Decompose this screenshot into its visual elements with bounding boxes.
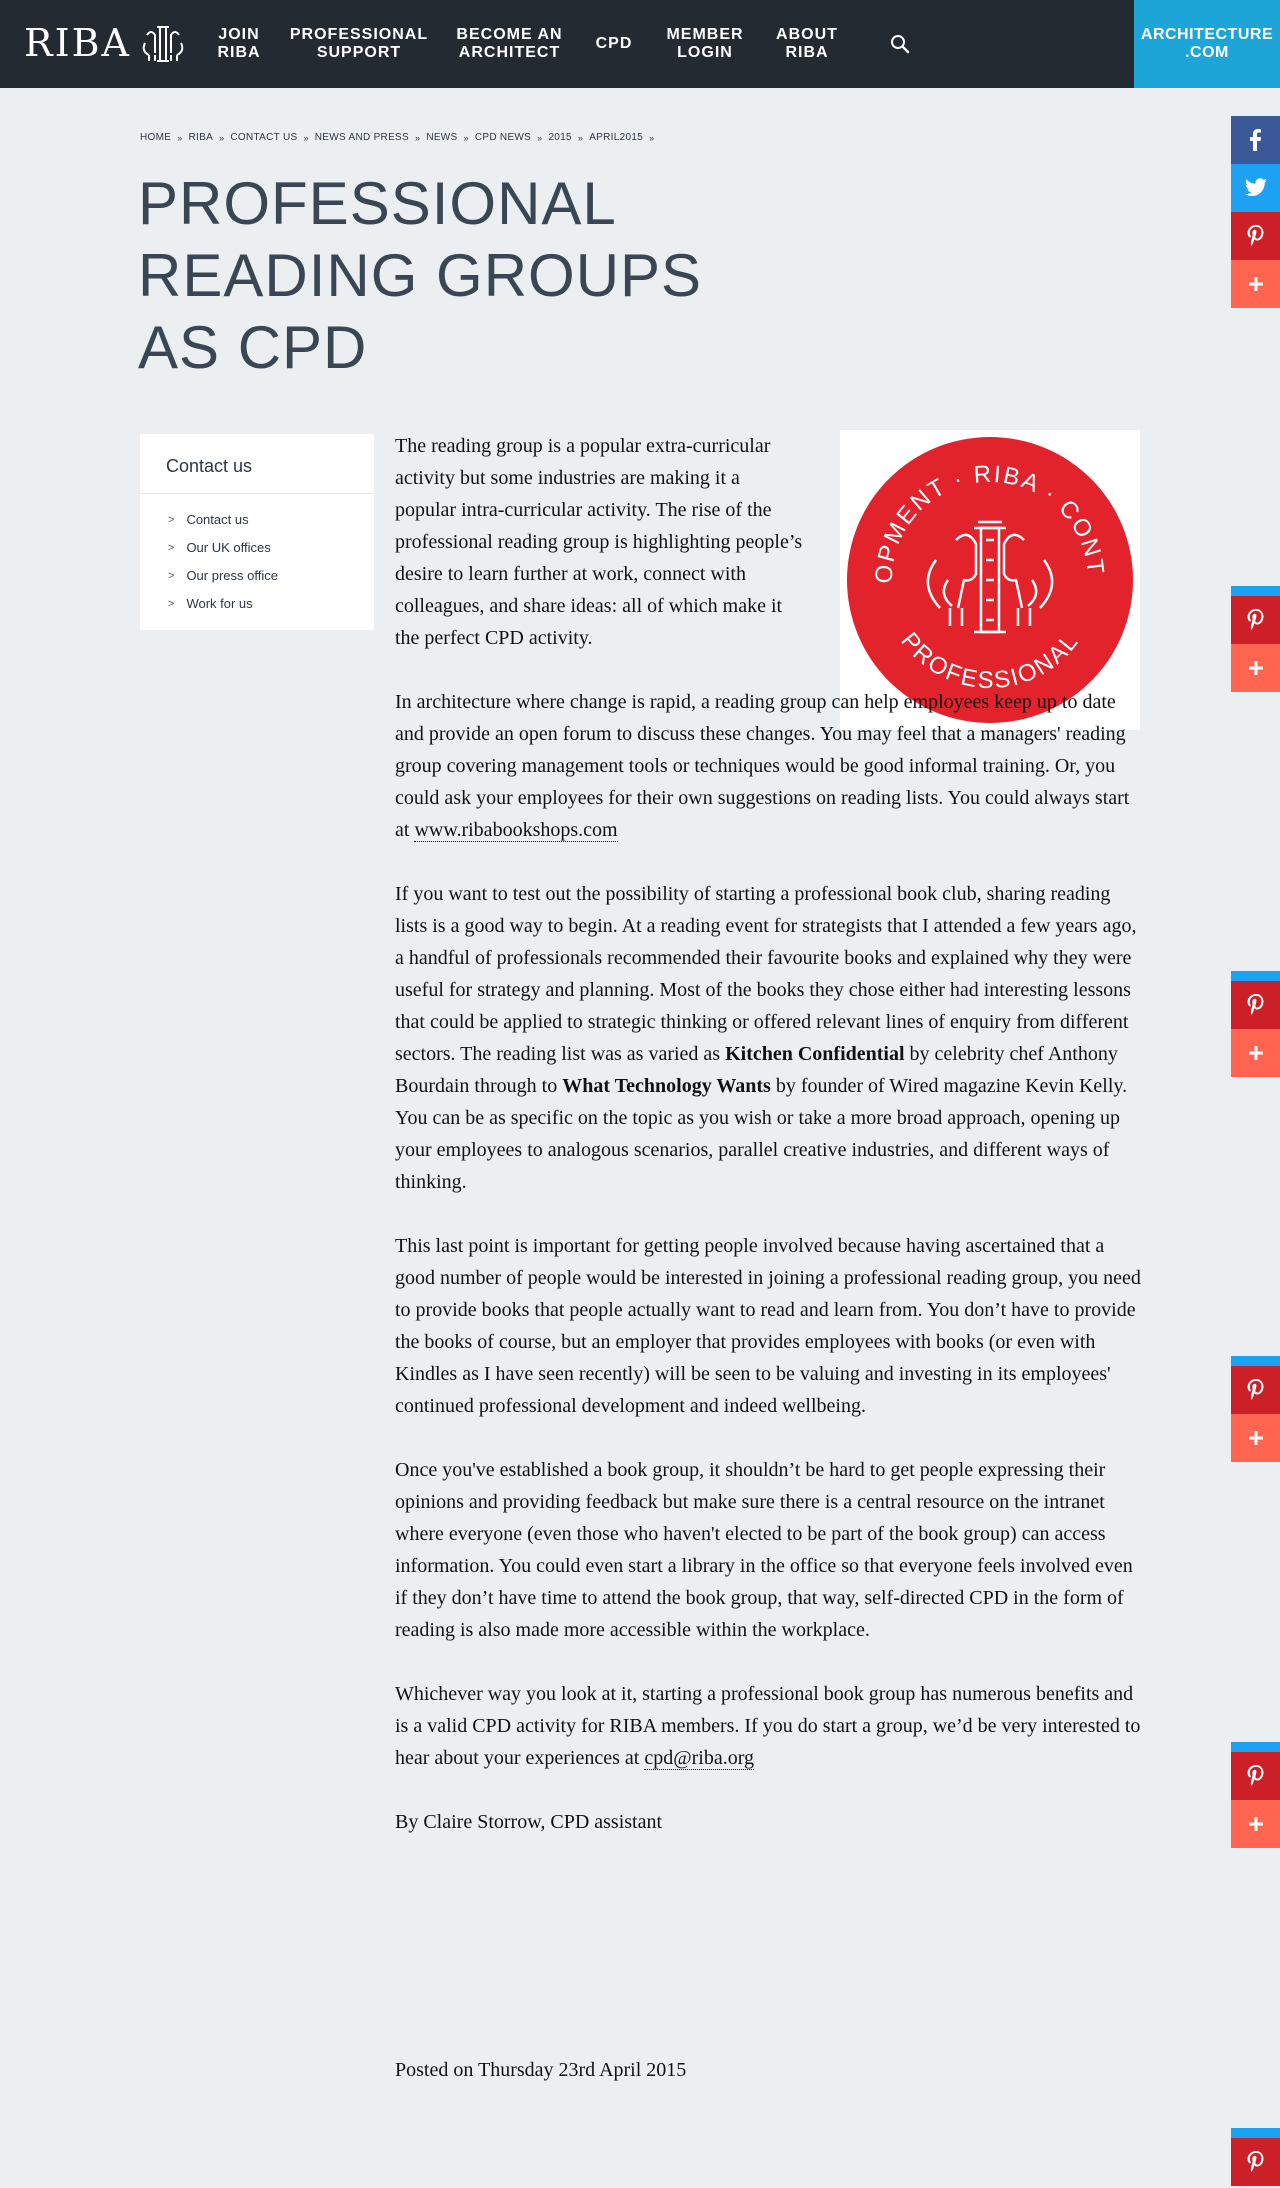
more-share-button[interactable] — [1231, 1414, 1280, 1462]
sidebar-item-label: Our UK offices — [186, 540, 271, 555]
more-share-button[interactable] — [1231, 1800, 1280, 1848]
search-icon[interactable] — [888, 32, 912, 56]
nav-label: RIBA — [217, 44, 261, 61]
breadcrumb-2015[interactable]: 2015 — [548, 132, 572, 143]
paragraph-text: In architecture where change is rapid, a reading group can help employees keep up to date and provide an open forum to discuss these changes. You may feel that a managers' reading group covering management tools or techniques would be good informal training. Or, you could ask your employees for their own suggestions on reading lists. You could always start at — [395, 691, 1130, 841]
article-paragraph: The reading group is a popular extra-curricular activity but some industries are making it a popular intra-curricular activity. The rise of the professional reading group is highlighting people’s desire to learn further at work, connect with colleagues, and share ideas: all of which make it the perfect CPD activity. — [395, 435, 803, 649]
nav-professional-support[interactable] — [288, 0, 430, 88]
book-title: What Technology Wants — [562, 1075, 771, 1097]
sidebar-item-uk-offices[interactable] — [168, 534, 374, 562]
sidebar-item-work-for-us[interactable] — [168, 590, 374, 618]
sidebar-item-press-office[interactable] — [168, 562, 374, 590]
nav-label: ABOUT — [776, 26, 838, 43]
badge-ring-text-bottom: PROFESSIONAL — [895, 627, 1085, 695]
pinterest-icon — [1247, 225, 1265, 247]
twitter-share-button[interactable] — [1231, 164, 1280, 212]
byline: By Claire Storrow, CPD assistant — [395, 1811, 663, 1833]
share-bar — [1231, 116, 1280, 308]
share-bar-fragment — [1231, 2128, 1280, 2186]
page-title: PROFESSIONAL READING GROUPS AS CPD — [138, 170, 703, 381]
breadcrumb-separator-icon: » — [219, 132, 225, 143]
breadcrumb-news[interactable]: NEWS — [426, 132, 458, 143]
more-share-button[interactable] — [1231, 260, 1280, 308]
breadcrumb-news-and-press[interactable]: NEWS AND PRESS — [314, 132, 409, 143]
twitter-strip — [1231, 1356, 1280, 1366]
nav-about-riba[interactable] — [770, 0, 844, 88]
pinterest-icon — [1247, 609, 1265, 631]
logo-text: RIBA — [24, 21, 131, 65]
more-share-button[interactable] — [1231, 1029, 1280, 1077]
arch-label: .COM — [1185, 44, 1229, 61]
facebook-share-button[interactable] — [1231, 116, 1280, 164]
more-share-button[interactable] — [1231, 644, 1280, 692]
cpd-email-link[interactable]: cpd@riba.org — [644, 1747, 755, 1769]
share-bar-fragment — [1231, 1742, 1280, 1848]
plus-icon — [1248, 1045, 1264, 1061]
sidebar-item-label: Our press office — [186, 568, 278, 583]
nav-cpd[interactable] — [588, 0, 640, 88]
nav-label: CPD — [595, 35, 633, 52]
breadcrumb-contact-us[interactable]: CONTACT US — [230, 132, 298, 143]
posted-date: Posted on Thursday 23rd April 2015 — [395, 2059, 687, 2081]
pinterest-icon — [1247, 994, 1265, 1016]
nav-label: PROFESSIONAL — [289, 26, 429, 43]
breadcrumb-separator-icon: » — [177, 132, 183, 143]
breadcrumb-separator-icon: » — [537, 132, 543, 143]
sidebar-title: Contact us — [140, 434, 374, 494]
arch-label: ARCHITECTURE — [1140, 26, 1274, 43]
breadcrumb-separator-icon: » — [649, 132, 655, 143]
top-navigation-bar — [0, 0, 1280, 88]
paragraph-text: by celebrity chef Anthony Bourdain through to — [395, 1043, 1118, 1097]
riba-logo[interactable] — [24, 20, 187, 66]
pinterest-share-button[interactable] — [1231, 981, 1280, 1029]
sidebar-item-label: Work for us — [186, 596, 253, 611]
nav-label: SUPPORT — [316, 44, 402, 61]
nav-label: RIBA — [785, 44, 829, 61]
pinterest-share-button[interactable] — [1231, 2138, 1280, 2186]
facebook-icon — [1246, 129, 1266, 151]
contact-us-sidebar — [140, 434, 374, 630]
article-paragraph — [395, 878, 1141, 1198]
breadcrumb-april2015[interactable]: APRIL2015 — [589, 132, 644, 143]
nav-label: JOIN — [218, 26, 260, 43]
nav-label: MEMBER — [666, 26, 744, 43]
plus-icon — [1248, 660, 1264, 676]
article-paragraph: Once you've established a book group, it shouldn’t be hard to get people expressing their opinions and providing feedback but make sure there is a central resource on the intranet where everyone (even those who haven't elected to be part of the book group) can access information. You could even start a library in the office so that everyone feels involved even if they don’t have time to attend the book group, that way, self-directed CPD in the form of reading is also made more accessible within the workplace. — [395, 1459, 1133, 1641]
nav-label: LOGIN — [677, 44, 733, 61]
article-paragraph — [395, 686, 1141, 846]
pinterest-icon — [1247, 1379, 1265, 1401]
article-body — [395, 430, 1141, 2086]
pinterest-share-button[interactable] — [1231, 1752, 1280, 1800]
breadcrumb-separator-icon: » — [303, 132, 309, 143]
ribabookshops-link[interactable]: www.ribabookshops.com — [414, 819, 618, 841]
nav-member-login[interactable] — [662, 0, 748, 88]
breadcrumb-riba[interactable]: RIBA — [188, 132, 214, 143]
paragraph-text: Whichever way you look at it, starting a professional book group has numerous benefits and is a valid CPD activity for RIBA members. If you do start a group, we’d be very interested to hear about your experiences at — [395, 1683, 1141, 1769]
breadcrumb-separator-icon: » — [463, 132, 469, 143]
paragraph-text: If you want to test out the possibility of starting a professional book club, sharing reading lists is a good way to begin. At a reading event for strategists that I attended a few years ago, a handful of professionals recommended their favourite books and explained why they were useful for strategy and planning. Most of the books they chose either had interesting lessons that could be applied to strategic thinking or offered relevant lines of enquiry from different sectors. The reading list was as varied as — [395, 883, 1137, 1065]
chevron-right-icon: > — [168, 514, 175, 526]
twitter-strip — [1231, 586, 1280, 596]
article-paragraph — [395, 1678, 1141, 1774]
badge-ring-text-top: OPMENT · RIBA · CONT — [870, 460, 1110, 585]
chevron-right-icon: > — [168, 570, 175, 582]
pinterest-share-button[interactable] — [1231, 212, 1280, 260]
plus-icon — [1248, 276, 1264, 292]
plus-icon — [1248, 1430, 1264, 1446]
nav-label: ARCHITECT — [458, 44, 561, 61]
breadcrumb-separator-icon: » — [415, 132, 421, 143]
twitter-strip — [1231, 1742, 1280, 1752]
sidebar-list — [140, 494, 374, 618]
sidebar-item-contact-us[interactable] — [168, 506, 374, 534]
riba-lions-icon — [139, 21, 187, 65]
book-title: Kitchen Confidential — [725, 1043, 905, 1065]
breadcrumb — [140, 132, 660, 143]
breadcrumb-cpd-news[interactable]: CPD NEWS — [474, 132, 532, 143]
share-bar-fragment — [1231, 971, 1280, 1077]
pinterest-share-button[interactable] — [1231, 1366, 1280, 1414]
pinterest-share-button[interactable] — [1231, 596, 1280, 644]
plus-icon — [1248, 1816, 1264, 1832]
breadcrumb-separator-icon: » — [577, 132, 584, 143]
paragraph-text: by founder of Wired magazine Kevin Kelly. You can be as specific on the topic as you wish or take a more broad approach, opening up your employees to analogous scenarios, parallel creative industries, and different ways of thinking. — [395, 1075, 1128, 1193]
nav-join-riba[interactable] — [205, 0, 273, 88]
nav-become-an-architect[interactable] — [452, 0, 567, 88]
pinterest-icon — [1247, 2151, 1265, 2173]
breadcrumb-home[interactable]: HOME — [140, 132, 172, 143]
share-bar-fragment — [1231, 1356, 1280, 1462]
architecture-com-button[interactable] — [1134, 0, 1280, 88]
sidebar-item-label: Contact us — [186, 512, 249, 527]
pinterest-icon — [1247, 1765, 1265, 1787]
twitter-strip — [1231, 2128, 1280, 2138]
chevron-right-icon: > — [168, 542, 175, 554]
chevron-right-icon: > — [168, 598, 175, 610]
nav-label: BECOME AN — [456, 26, 563, 43]
share-bar-fragment — [1231, 586, 1280, 692]
twitter-strip — [1231, 971, 1280, 981]
article-paragraph: This last point is important for getting people involved because having ascertained that a good number of people would be interested in joining a professional reading group, you need to provide books that people actually want to read and learn from. You don’t have to provide the books of course, but an employer that provides employees with books (or even with Kindles as I have seen recently) will be seen to be valuing and investing in its employees' continued professional development and indeed wellbeing. — [395, 1235, 1141, 1417]
twitter-icon — [1245, 178, 1267, 198]
